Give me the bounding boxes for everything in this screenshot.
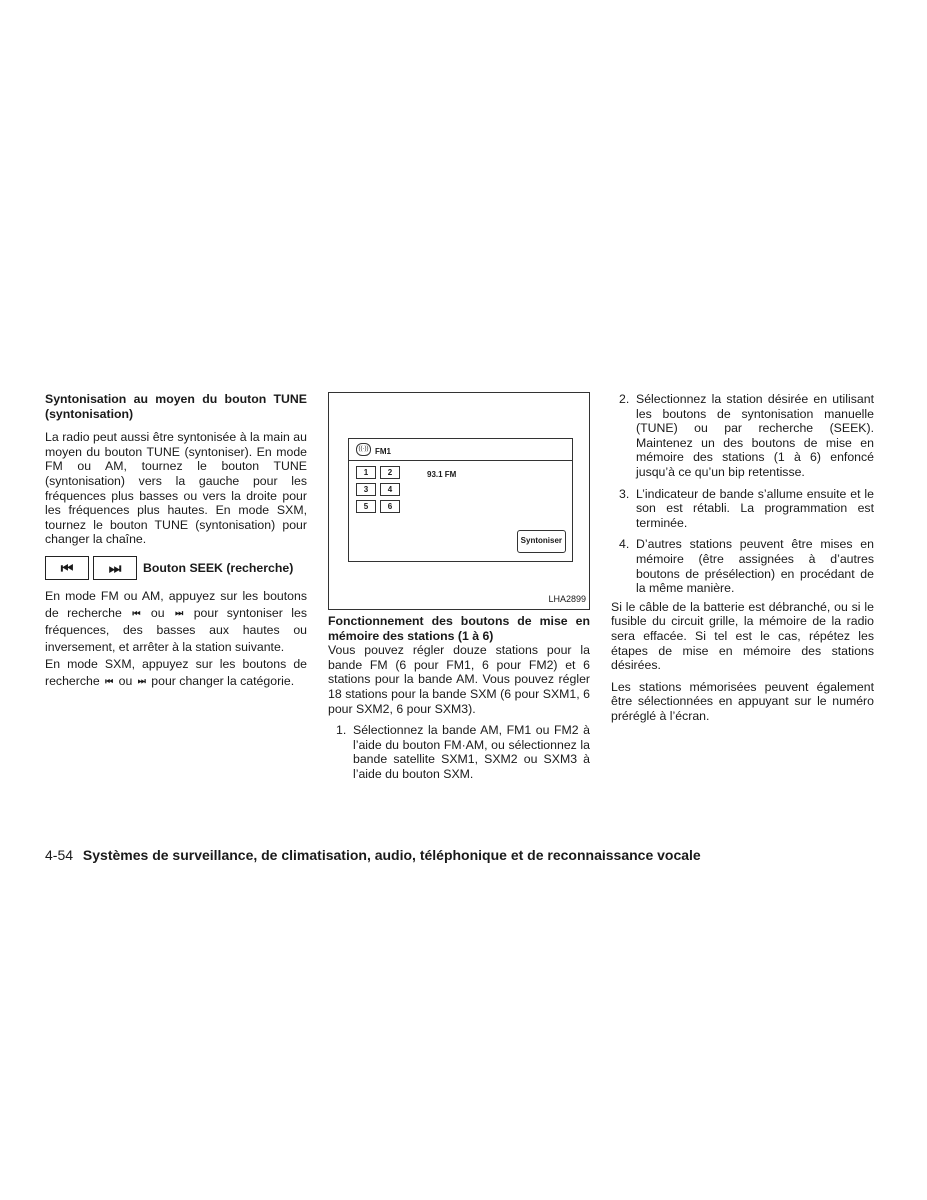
sxm-text-a: En mode SXM, appuyez sur les boutons de recherche — [45, 656, 307, 688]
step-text: Sélectionnez la bande AM, FM1 ou FM2 à l’aide du bouton FM·AM, ou sélectionnez la bande satellite SXM1, SXM2 ou SXM3 à l’aide du bouton SXM. — [353, 723, 590, 781]
sxm-text-b: pour changer la catégorie. — [151, 673, 295, 688]
seek-back-icon: ⏮ — [45, 556, 89, 580]
memory-steps-list-continued — [611, 392, 874, 596]
step-text: D’autres stations peuvent être mises en mémoire (être assignées à d’autres boutons de présélection) en procédant de la même manière. — [636, 537, 874, 596]
step-number: 2. — [619, 392, 630, 406]
seek-text-a: En mode FM ou AM, appuyez sur les boutons de recherche — [45, 588, 307, 620]
step-number: 3. — [619, 486, 630, 501]
sxm-text-ou: ou — [118, 673, 133, 688]
sxm-forward-icon-inline: ⏭ — [137, 675, 146, 686]
preset-button-2: 2 — [380, 466, 400, 479]
step-text: L’indicateur de bande s’allume ensuite et le son est rétabli. La programmation est terminée. — [636, 486, 874, 530]
tune-heading: Syntonisation au moyen du bouton TUNE (syntonisation) — [45, 392, 307, 421]
seek-paragraph-sxm — [45, 656, 307, 690]
seek-forward-icon-inline: ⏭ — [175, 607, 184, 618]
preset-button-5: 5 — [356, 500, 376, 513]
list-item — [611, 487, 874, 531]
figure-code: LHA2899 — [548, 594, 586, 605]
memory-steps-list — [328, 723, 590, 781]
preset-button-6: 6 — [380, 500, 400, 513]
chapter-title: Systèmes de surveillance, de climatisation, audio, téléphonique et de reconnaissance vocale — [82, 847, 701, 863]
preset-button-1: 1 — [356, 466, 376, 479]
seek-text-ou: ou — [150, 605, 165, 620]
radio-band-icon: ((·)) — [356, 443, 371, 456]
seek-back-icon-inline: ⏮ — [132, 607, 141, 618]
list-item — [328, 723, 590, 781]
station-frequency: 93.1 FM — [427, 470, 457, 479]
step-number: 1. — [336, 723, 347, 738]
battery-paragraph: Si le câble de la batterie est débranché, ou si le fusible du circuit grille, la mémoire de la radio sera effacée. Si tel est le cas, répétez les étapes de mise en mémoire des stations désirées. — [611, 599, 874, 673]
preset-select-paragraph: Les stations mémorisées peuvent également être sélectionnées en appuyant sur le numéro préréglé à l’écran. — [611, 679, 874, 723]
memory-paragraph: Vous pouvez régler douze stations pour la bande FM (6 pour FM1, 6 pour FM2) et 6 stations pour la bande AM. Vous pouvez régler 18 stations pour la bande SXM (6 pour SXM1, 6 pour SXM2, 6 pour SXM3). — [328, 643, 590, 716]
seek-paragraph-fm-am — [45, 588, 307, 656]
sxm-back-icon-inline: ⏮ — [105, 675, 114, 686]
step-text: Sélectionnez la station désirée en utilisant les boutons de syntonisation manuelle (TUNE) ou par recherche (SEEK). Maintenez un des boutons de mise en mémoire des stations (1 à 6) enfoncé jusqu’à ce qu’un bip retentisse. — [636, 392, 874, 479]
page-footer — [45, 847, 701, 863]
screen-divider — [349, 460, 572, 461]
band-label: FM1 — [375, 447, 391, 456]
preset-button-3: 3 — [356, 483, 376, 496]
page-number: 4-54 — [45, 847, 74, 863]
right-column — [611, 392, 874, 723]
memory-heading: Fonctionnement des boutons de mise en mémoire des stations (1 à 6) — [328, 614, 590, 643]
radio-screen — [348, 438, 573, 562]
list-item — [611, 392, 874, 480]
seek-text-b: pour syntoniser les fréquences, des basses aux hautes ou inversement, et arrêter à la station suivante. — [45, 605, 308, 654]
left-column — [45, 392, 307, 690]
middle-column — [328, 392, 590, 782]
tune-paragraph: La radio peut aussi être syntonisée à la main au moyen du bouton TUNE (syntoniser). En mode FM ou AM, tournez le bouton TUNE (syntonisation) vers la gauche pour les fréquences plus basses ou vers la droite pour les fréquences plus hautes. En mode SXM, tournez le bouton TUNE (syntonisation) pour changer la chaîne. — [45, 430, 307, 547]
step-number: 4. — [619, 537, 630, 552]
seek-heading: Bouton SEEK (recherche) — [143, 560, 294, 575]
list-item — [611, 537, 874, 595]
preset-button-4: 4 — [380, 483, 400, 496]
syntoniser-button: Syntoniser — [517, 530, 566, 553]
radio-figure — [328, 392, 590, 610]
seek-row — [45, 556, 307, 580]
seek-forward-icon: ⏭ — [93, 556, 137, 580]
